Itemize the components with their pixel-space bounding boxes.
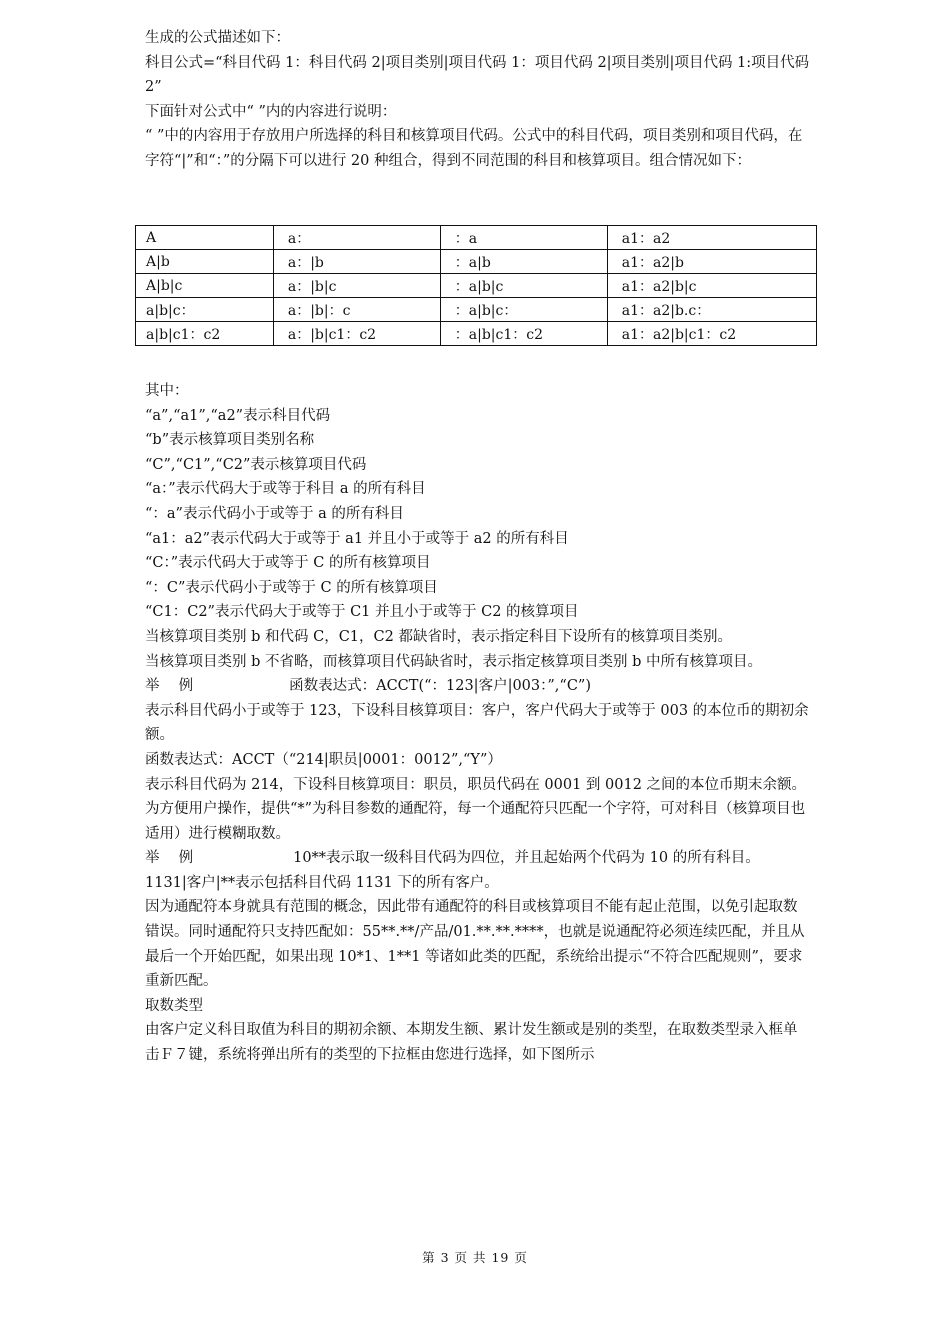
- body-paragraph: 当核算项目类别 b 不省略，而核算项目代码缺省时，表示指定核算项目类别 b 中所有核算项目。: [145, 653, 762, 670]
- example-text: 10**表示取一级科目代码为四位，并且起始两个代码为 10 的所有科目。: [293, 850, 760, 867]
- intro-line-1: 生成的公式描述如下：: [145, 30, 290, 46]
- page-number-footer: 第 3 页 共 19 页: [422, 1250, 528, 1265]
- intro-paragraph: “ ”中的内容用于存放用户所选择的科目和核算项目代码。公式中的科目代码，项目类别和项目代码，在字符“|”和“：”的分隔下可以进行 20 种组合，得到不同范围的科目和核算项目。组合情况如下：: [145, 128, 803, 169]
- table-cell: a1：a2|b: [607, 250, 816, 274]
- table-cell: a1：a2|b|c1：c2: [607, 322, 816, 346]
- table-row: [136, 274, 817, 298]
- table-cell: ：a|b: [440, 250, 607, 274]
- table-cell: A: [136, 226, 274, 250]
- table-cell: a1：a2|b.c：: [607, 298, 816, 322]
- table-cell: ：a|b|c：: [440, 298, 607, 322]
- body-line: 其中：: [145, 383, 189, 399]
- table-cell: a：|b: [273, 250, 440, 274]
- example-text: 函数表达式：ACCT(“：123|客户|003：”,“C”): [289, 678, 591, 695]
- example-label: 举 例: [145, 850, 194, 867]
- table-cell: a：|b|：c: [273, 298, 440, 322]
- table-row: [136, 250, 817, 274]
- body-paragraph: 由客户定义科目取值为科目的期初余额、本期发生额、累计发生额或是别的类型，在取数类型录入框单击Ｆ７键，系统将弹出所有的类型的下拉框由您进行选择，如下图所示: [145, 1022, 798, 1064]
- body-line: 1131|客户|**表示包括科目代码 1131 下的所有客户。: [145, 874, 499, 891]
- body-line: “C：”表示代码大于或等于 C 的所有核算项目: [145, 555, 431, 572]
- body-block: [145, 379, 810, 1068]
- table-cell: A|b: [136, 250, 274, 274]
- table-cell: a|b|c1：c2: [136, 322, 274, 346]
- body-line: 函数表达式：ACCT（“214|职员|0001：0012”,“Y”）: [145, 751, 502, 768]
- body-line: “a1：a2”表示代码大于或等于 a1 并且小于或等于 a2 的所有科目: [145, 530, 569, 547]
- body-line: “：C”表示代码小于或等于 C 的所有核算项目: [145, 579, 438, 596]
- table-cell: a：|b|c1：c2: [273, 322, 440, 346]
- table-row: [136, 322, 817, 346]
- combination-table: [135, 225, 817, 346]
- table-cell: ：a|b|c: [440, 274, 607, 298]
- table-row: [136, 226, 817, 250]
- table-cell: a|b|c：: [136, 298, 274, 322]
- table-cell: a：: [273, 226, 440, 250]
- table-cell: a1：a2: [607, 226, 816, 250]
- body-line: “b”表示核算项目类别名称: [145, 432, 315, 449]
- body-paragraph: 表示科目代码小于或等于 123，下设科目核算项目：客户，客户代码大于或等于 003 的本位币的期初余额。: [145, 702, 809, 744]
- body-line: “a”,“a1”,“a2”表示科目代码: [145, 407, 331, 424]
- intro-block: [145, 26, 810, 174]
- table-cell: ：a: [440, 226, 607, 250]
- body-paragraph: 因为通配符本身就具有范围的概念，因此带有通配符的科目或核算项目不能有起止范围，以免引起取数错误。同时通配符只支持匹配如：55**.**/产品/01.**.**.****，也就是说通配符必须连续匹配，并且从最后一个开始匹配，如果出现 10*1、1**1 等诸如此类的匹配，系统给出提示“不符合匹配规则”，要求重新匹配。: [145, 899, 805, 990]
- body-paragraph: 为方便用户操作，提供“*”为科目参数的通配符，每一个通配符只匹配一个字符，可对科目（核算项目也适用）进行模糊取数。: [145, 801, 806, 842]
- table-cell: A|b|c: [136, 274, 274, 298]
- body-line: “C”,“C1”,“C2”表示核算项目代码: [145, 456, 367, 473]
- intro-line-3: 下面针对公式中“ ”内的内容进行说明：: [145, 103, 397, 120]
- table-cell: ：a|b|c1：c2: [440, 322, 607, 346]
- body-line: “：a”表示代码小于或等于 a 的所有科目: [145, 505, 404, 522]
- example-1: [145, 674, 810, 699]
- table-cell: a1：a2|b|c: [607, 274, 816, 298]
- table-row: [136, 298, 817, 322]
- section-heading: 取数类型: [145, 997, 203, 1014]
- example-2: [145, 846, 810, 871]
- body-paragraph: 当核算项目类别 b 和代码 C，C1，C2 都缺省时，表示指定科目下设所有的核算项目类别。: [145, 628, 732, 645]
- formula-line: 科目公式=“科目代码 1：科目代码 2|项目类别|项目代码 1：项目代码 2|项目类别|项目代码 1:项目代码 2”: [145, 54, 810, 96]
- table-cell: a：|b|c: [273, 274, 440, 298]
- example-label: 举 例: [145, 678, 194, 695]
- body-paragraph: 表示科目代码为 214，下设科目核算项目：职员，职员代码在 0001 到 0012 之间的本位币期末余额。: [145, 776, 807, 793]
- body-line: “a：”表示代码大于或等于科目 a 的所有科目: [145, 481, 426, 498]
- body-line: “C1：C2”表示代码大于或等于 C1 并且小于或等于 C2 的核算项目: [145, 604, 579, 621]
